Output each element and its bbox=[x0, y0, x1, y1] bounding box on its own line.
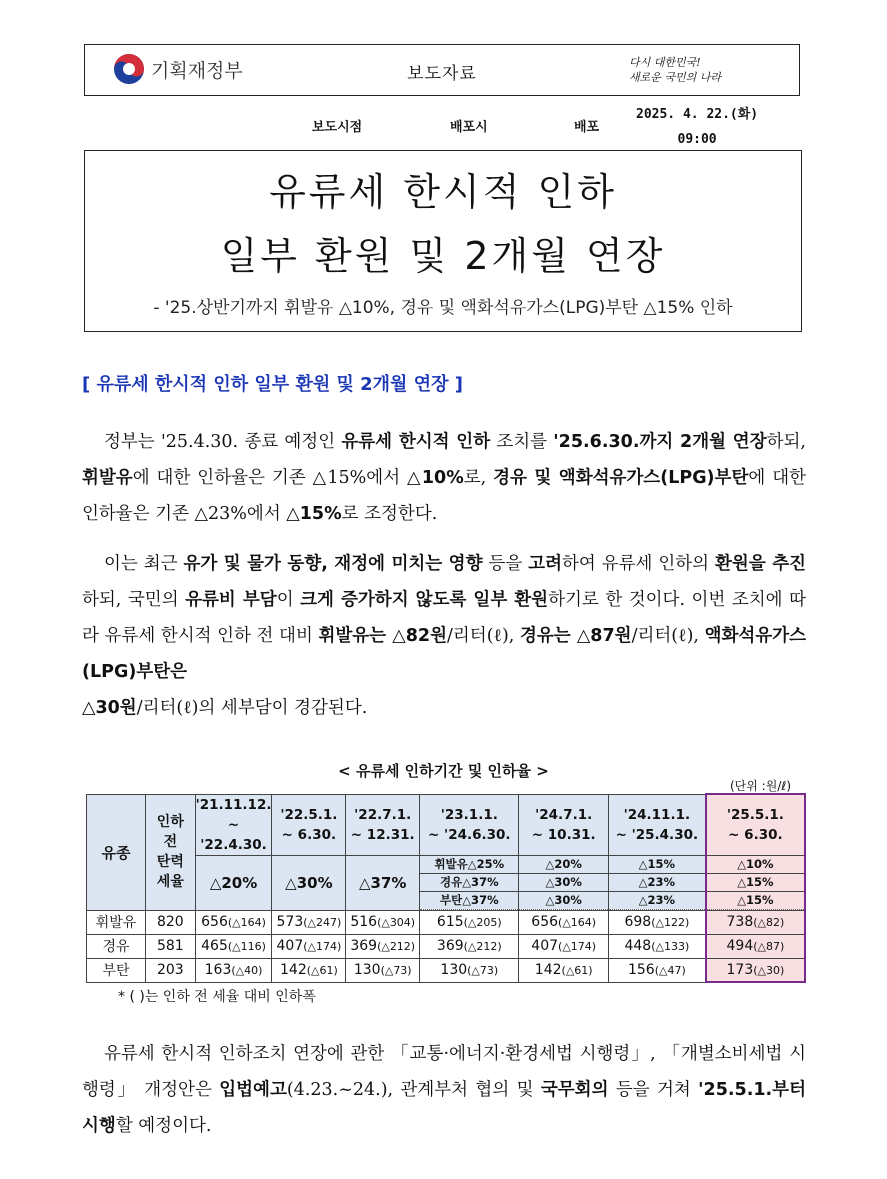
rate-cell: 경유△37% bbox=[420, 873, 519, 891]
reduction-amount: (△116) bbox=[227, 940, 266, 953]
emphasis: △30원 bbox=[82, 698, 137, 718]
reduction-amount: (△30) bbox=[753, 963, 785, 977]
text: 하여 유류세 인하의 bbox=[561, 554, 716, 574]
tax-value bbox=[272, 958, 346, 982]
tax-value bbox=[195, 910, 272, 934]
tax-amount: 698 bbox=[624, 914, 652, 930]
text: 유류세 한시적 인하조치 연장에 관한 「교통·에너지·환경세법 시행령」, 「개별소비세법 시행령」 개정안은 bbox=[82, 1044, 806, 1100]
rate-cell: △15% bbox=[608, 855, 705, 873]
base-rate: 820 bbox=[146, 910, 196, 934]
table-caption: < 유류세 인하기간 및 인하율 > bbox=[338, 762, 549, 780]
base-rate: 581 bbox=[146, 934, 196, 958]
text: 등을 bbox=[482, 554, 529, 574]
release-time: 09:00 bbox=[677, 132, 717, 147]
tax-value bbox=[519, 910, 608, 934]
rate-cell: 부탄△37% bbox=[420, 891, 519, 909]
tax-amount: 173 bbox=[726, 961, 754, 978]
reduction-amount: (△73) bbox=[467, 964, 499, 977]
text: 이 bbox=[276, 590, 301, 610]
tax-value bbox=[346, 934, 420, 958]
section-heading: [ 유류세 한시적 인하 일부 환원 및 2개월 연장 ] bbox=[82, 374, 463, 395]
text: 조치를 bbox=[490, 432, 554, 452]
tax-amount: 573 bbox=[276, 914, 304, 930]
paragraph-3 bbox=[82, 1036, 806, 1144]
text: 하되, 국민의 bbox=[82, 590, 186, 610]
tax-rate-table bbox=[86, 793, 806, 983]
subheadline: - '25.상반기까지 휘발유 △10%, 경유 및 액화석유가스(LPG)부탄 △15% 인하 bbox=[153, 298, 733, 318]
emphasis: '25.5.1.부터 시행 bbox=[82, 1080, 806, 1136]
release-time-label: 보도시점 bbox=[312, 120, 363, 135]
tax-value bbox=[272, 934, 346, 958]
text: /리터(ℓ)의 세부담이 경감된다. bbox=[136, 698, 368, 718]
uniform-rate: △20% bbox=[195, 855, 272, 910]
tax-value bbox=[608, 958, 705, 982]
tax-amount: 615 bbox=[436, 914, 464, 930]
reduction-amount: (△304) bbox=[377, 916, 416, 929]
emphasis: 유류세 한시적 인하 bbox=[341, 432, 491, 452]
distribution-label-2: 배포 bbox=[574, 120, 600, 135]
rate-cell: △20% bbox=[519, 855, 608, 873]
table-note: * ( )는 인하 전 세율 대비 인하폭 bbox=[118, 989, 316, 1005]
tax-amount: 448 bbox=[624, 938, 652, 954]
period-end: ~ '22.4.30. bbox=[200, 816, 267, 853]
tax-value bbox=[195, 934, 272, 958]
release-datetime bbox=[636, 102, 758, 152]
text: 하되, bbox=[766, 432, 806, 452]
reduction-amount: (△205) bbox=[463, 916, 502, 929]
text: 정부는 '25.4.30. 종료 예정인 bbox=[104, 432, 342, 452]
reduction-amount: (△73) bbox=[380, 964, 412, 977]
rate-cell: △30% bbox=[519, 873, 608, 891]
rate-cell: 휘발유△25% bbox=[420, 855, 519, 873]
paragraph-2 bbox=[82, 546, 806, 726]
period-start: '22.7.1. bbox=[354, 806, 412, 823]
reduction-amount: (△133) bbox=[651, 940, 690, 953]
slogan bbox=[629, 51, 739, 89]
reduction-amount: (△174) bbox=[558, 940, 597, 953]
headline-line2: 일부 환원 및 2개월 연장 bbox=[220, 234, 666, 278]
reduction-amount: (△247) bbox=[303, 916, 342, 929]
tax-amount: 738 bbox=[726, 914, 754, 930]
tax-value bbox=[195, 958, 272, 982]
reduction-amount: (△164) bbox=[227, 916, 266, 929]
emphasis: 국무회의 bbox=[540, 1080, 609, 1100]
text: 로 조정한다. bbox=[341, 504, 438, 524]
tax-value bbox=[519, 934, 608, 958]
text: 등을 거쳐 bbox=[608, 1080, 699, 1100]
release-date: 2025. 4. 22.(화) bbox=[636, 107, 759, 122]
tax-amount: 656 bbox=[201, 914, 228, 930]
tax-value bbox=[346, 958, 420, 982]
reduction-amount: (△212) bbox=[377, 940, 416, 953]
tax-value bbox=[420, 934, 519, 958]
headline-line1: 유류세 한시적 인하 bbox=[269, 170, 617, 214]
tax-value bbox=[608, 910, 705, 934]
reduction-amount: (△174) bbox=[303, 940, 342, 953]
period-header bbox=[608, 794, 705, 855]
table-row bbox=[87, 958, 806, 982]
reduction-amount: (△40) bbox=[231, 964, 263, 977]
tax-value bbox=[706, 934, 805, 958]
emphasis: 경유는 △87원 bbox=[519, 626, 632, 646]
col-fuel-type: 유종 bbox=[87, 794, 146, 910]
period-end: ~ '25.4.30. bbox=[615, 826, 699, 843]
period-header bbox=[195, 794, 272, 855]
fuel-name: 부탄 bbox=[87, 958, 146, 982]
emphasis: 고려 bbox=[528, 554, 562, 574]
tax-amount: 465 bbox=[201, 938, 228, 954]
period-header bbox=[519, 794, 608, 855]
period-end: ~ 10.31. bbox=[531, 826, 596, 843]
rate-cell: △23% bbox=[608, 891, 705, 909]
fuel-name: 휘발유 bbox=[87, 910, 146, 934]
table-row bbox=[87, 934, 806, 958]
period-start: '23.1.1. bbox=[440, 806, 498, 823]
period-start: '24.11.1. bbox=[623, 806, 691, 823]
period-start: '24.7.1. bbox=[535, 806, 593, 823]
emphasis: △10% bbox=[407, 468, 464, 488]
emphasis: 환원을 추진 bbox=[715, 554, 807, 574]
period-header bbox=[346, 794, 420, 855]
tax-amount: 494 bbox=[726, 938, 754, 954]
tax-value bbox=[706, 910, 805, 934]
emphasis: 휘발유는 △82원 bbox=[318, 626, 447, 646]
emphasis: 유가 및 물가 동향, 재정에 미치는 영향 bbox=[183, 554, 483, 574]
tax-value bbox=[420, 910, 519, 934]
period-end: ~ 12.31. bbox=[350, 826, 415, 843]
period-header-current bbox=[706, 794, 805, 855]
tax-amount: 142 bbox=[280, 962, 307, 978]
tax-value bbox=[519, 958, 608, 982]
emphasis: '25.6.30.까지 2개월 연장 bbox=[553, 432, 767, 452]
text: /리터(ℓ), bbox=[631, 626, 705, 646]
slogan-line2: 새로운 국민의 나라 bbox=[629, 71, 722, 84]
tax-value bbox=[420, 958, 519, 982]
reduction-amount: (△61) bbox=[306, 964, 338, 977]
tax-value bbox=[608, 934, 705, 958]
period-start: '21.11.12. bbox=[195, 796, 272, 813]
reduction-amount: (△82) bbox=[753, 916, 785, 929]
rate-cell: △10% bbox=[706, 855, 805, 873]
emphasis: 입법예고 bbox=[219, 1080, 287, 1100]
emphasis: 휘발유 bbox=[82, 468, 133, 488]
emphasis: 액화석유가스(LPG)부탄은 bbox=[82, 626, 806, 682]
tax-amount: 142 bbox=[534, 962, 562, 978]
text: (4.23.~24.), 관계부처 협의 및 bbox=[286, 1080, 541, 1100]
period-start: '25.5.1. bbox=[726, 806, 784, 823]
uniform-rate: △37% bbox=[346, 855, 420, 910]
table-unit: (단위 :원/ℓ) bbox=[730, 779, 791, 793]
period-end: ~ '24.6.30. bbox=[428, 826, 511, 843]
rate-cell: △30% bbox=[519, 891, 608, 909]
rate-cell: △15% bbox=[706, 873, 805, 891]
fuel-name: 경유 bbox=[87, 934, 146, 958]
doc-type: 보도자료 bbox=[407, 64, 477, 84]
tax-amount: 516 bbox=[350, 914, 378, 930]
text: 로, bbox=[463, 468, 494, 488]
tax-amount: 656 bbox=[531, 914, 559, 930]
period-header bbox=[420, 794, 519, 855]
period-end: ~ 6.30. bbox=[728, 826, 783, 843]
rate-cell: △23% bbox=[608, 873, 705, 891]
tax-amount: 130 bbox=[440, 962, 468, 978]
reduction-amount: (△87) bbox=[753, 940, 785, 953]
reduction-amount: (△212) bbox=[463, 940, 502, 953]
tax-amount: 407 bbox=[276, 938, 304, 954]
text: 하기로 한 것이다. 이번 조치에 따라 유류세 한시적 인하 전 대비 bbox=[82, 590, 807, 646]
tax-amount: 407 bbox=[531, 938, 559, 954]
emphasis: 유류비 부담 bbox=[185, 590, 277, 610]
reduction-amount: (△122) bbox=[651, 916, 690, 929]
emphasis: 크게 증가하지 않도록 일부 환원 bbox=[300, 590, 549, 610]
distribution-label: 배포시 bbox=[450, 120, 488, 135]
paragraph-1 bbox=[82, 424, 806, 532]
text: 에 대한 인하율은 기존 △23%에서 bbox=[82, 468, 807, 524]
title-box bbox=[84, 150, 802, 332]
tax-amount: 156 bbox=[627, 962, 655, 978]
period-header bbox=[272, 794, 346, 855]
col-base-rate: 인하 전 탄력 세율 bbox=[146, 794, 196, 910]
tax-amount: 130 bbox=[353, 962, 381, 978]
text: /리터(ℓ), bbox=[446, 626, 520, 646]
slogan-line1: 다시 대한민국! bbox=[629, 56, 701, 69]
tax-value bbox=[346, 910, 420, 934]
tax-amount: 369 bbox=[436, 938, 464, 954]
table-row bbox=[87, 910, 806, 934]
emphasis: △15% bbox=[286, 504, 342, 524]
tax-amount: 163 bbox=[204, 962, 232, 978]
rate-cell: △15% bbox=[706, 891, 805, 909]
tax-value bbox=[272, 910, 346, 934]
period-end: ~ 6.30. bbox=[281, 826, 337, 843]
period-start: '22.5.1. bbox=[280, 806, 338, 823]
tax-value bbox=[706, 958, 805, 982]
tax-amount: 369 bbox=[350, 938, 378, 954]
base-rate: 203 bbox=[146, 958, 196, 982]
ministry-name: 기획재정부 bbox=[151, 59, 243, 82]
text: 에 대한 인하율은 기존 △15%에서 bbox=[132, 468, 408, 488]
reduction-amount: (△47) bbox=[654, 964, 686, 977]
reduction-amount: (△164) bbox=[558, 916, 597, 929]
text: 할 예정이다. bbox=[115, 1116, 212, 1136]
uniform-rate: △30% bbox=[272, 855, 346, 910]
header-box bbox=[84, 44, 800, 96]
emphasis: 경유 및 액화석유가스(LPG)부탄 bbox=[493, 468, 749, 488]
text: 이는 최근 bbox=[104, 554, 184, 574]
reduction-amount: (△61) bbox=[561, 964, 593, 977]
